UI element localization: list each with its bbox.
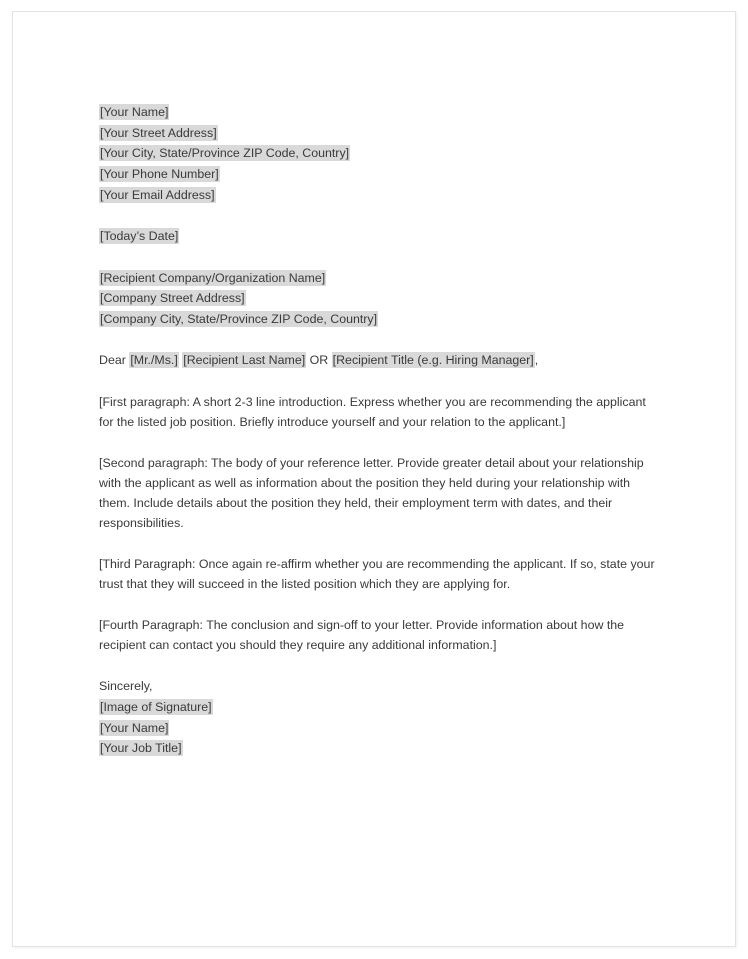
spacer xyxy=(99,247,659,268)
recipient-company-field[interactable]: [Recipient Company/Organization Name] xyxy=(100,270,326,285)
date-field[interactable]: [Today’s Date] xyxy=(100,229,179,244)
closing-job-title-field[interactable]: [Your Job Title] xyxy=(100,741,182,756)
closing-sincerely: Sincerely, xyxy=(99,679,153,694)
spacer xyxy=(99,371,659,392)
signature-image-field[interactable]: [Image of Signature] xyxy=(100,699,212,714)
sender-street-field[interactable]: [Your Street Address] xyxy=(100,125,217,140)
sender-email-field[interactable]: [Your Email Address] xyxy=(100,187,215,202)
sender-name-field[interactable]: [Your Name] xyxy=(100,105,169,119)
second-paragraph[interactable]: [Second paragraph: The body of your reference letter. Provide greater detail about your relationship with the applicant as well as information about the position they held during your relationship with them. Include details about the position they held, their employment term with dates, and their responsibilities. xyxy=(99,456,644,531)
document-page xyxy=(12,11,736,947)
spacer xyxy=(99,206,659,227)
closing-name-field[interactable]: [Your Name] xyxy=(100,720,169,735)
spacer xyxy=(99,594,659,615)
spacer xyxy=(99,432,659,453)
salutation-recipient-title-field[interactable]: [Recipient Title (e.g. Hiring Manager] xyxy=(332,353,534,368)
closing-block xyxy=(99,676,659,759)
sender-city-field[interactable]: [Your City, State/Province ZIP Code, Country] xyxy=(100,146,350,161)
sender-phone-field[interactable]: [Your Phone Number] xyxy=(100,167,219,182)
recipient-city-field[interactable]: [Company City, State/Province ZIP Code, Country] xyxy=(100,312,378,326)
recipient-street-field[interactable]: [Company Street Address] xyxy=(100,291,245,306)
salutation-comma: , xyxy=(534,353,539,368)
recipient-block xyxy=(99,268,659,330)
spacer xyxy=(99,330,659,351)
salutation-or: OR xyxy=(306,353,332,368)
sender-block xyxy=(99,102,659,206)
letter-body xyxy=(99,102,659,759)
spacer xyxy=(99,655,659,676)
salutation-title-field[interactable]: [Mr./Ms.] xyxy=(130,353,178,368)
spacer xyxy=(99,533,659,554)
fourth-paragraph[interactable]: [Fourth Paragraph: The conclusion and sign-off to your letter. Provide information about how the recipient can contact you should they require any additional information.] xyxy=(99,618,625,653)
first-paragraph[interactable]: [First paragraph: A short 2-3 line introduction. Express whether you are recommending the applicant for the listed job position. Briefly introduce yourself and your relation to the applicant.] xyxy=(99,395,646,430)
salutation-dear: Dear xyxy=(99,353,130,368)
salutation xyxy=(99,350,659,371)
third-paragraph[interactable]: [Third Paragraph: Once again re-affirm whether you are recommending the applicant. If so, state your trust that they will succeed in the listed position which they are applying for. xyxy=(99,557,655,592)
salutation-last-name-field[interactable]: [Recipient Last Name] xyxy=(183,353,306,368)
